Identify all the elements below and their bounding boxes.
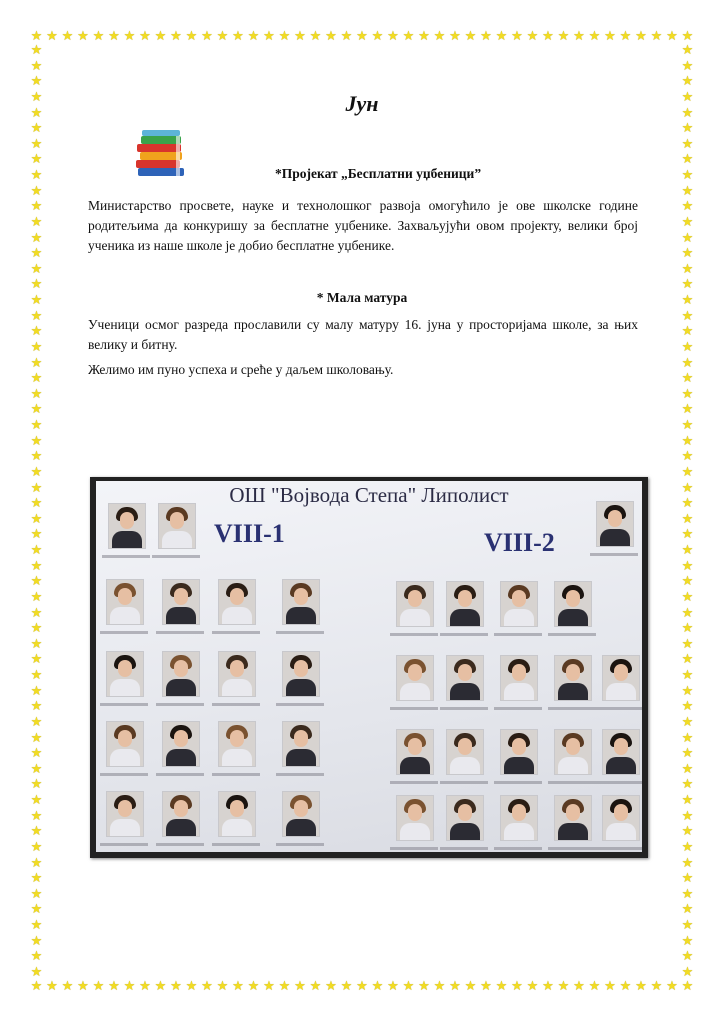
star-icon: ★: [30, 199, 43, 215]
star-icon: ★: [604, 979, 616, 994]
star-icon: ★: [30, 152, 43, 168]
star-icon: ★: [681, 480, 694, 496]
star-icon: ★: [681, 339, 694, 355]
star-icon: ★: [526, 979, 539, 994]
star-icon: ★: [30, 746, 43, 762]
star-icon: ★: [619, 979, 632, 994]
star-icon: ★: [30, 43, 43, 58]
star-icon: ★: [325, 29, 337, 44]
portrait-caption: [548, 707, 596, 710]
star-icon: ★: [30, 979, 43, 994]
star-icon: ★: [588, 979, 601, 994]
star-icon: ★: [30, 668, 43, 683]
student-portrait: [500, 729, 538, 775]
student-portrait: [282, 651, 320, 697]
student-portrait: [446, 581, 484, 627]
star-icon: ★: [216, 29, 229, 44]
portrait-caption: [440, 847, 488, 850]
star-icon: ★: [340, 29, 353, 44]
star-icon: ★: [30, 621, 43, 637]
star-icon: ★: [294, 979, 306, 994]
star-icon: ★: [588, 29, 601, 44]
star-icon: ★: [30, 121, 43, 137]
star-icon: ★: [681, 839, 694, 855]
star-icon: ★: [681, 371, 694, 387]
portrait-caption: [156, 703, 204, 706]
star-icon: ★: [480, 979, 492, 994]
student-portrait: [554, 581, 592, 627]
star-icon: ★: [30, 699, 43, 715]
star-icon: ★: [464, 979, 477, 994]
star-icon: ★: [371, 979, 384, 994]
student-portrait: [602, 729, 640, 775]
star-icon: ★: [480, 29, 492, 44]
star-icon: ★: [30, 433, 43, 449]
star-icon: ★: [681, 714, 694, 730]
star-icon: ★: [216, 979, 229, 994]
star-icon: ★: [325, 979, 337, 994]
star-icon: ★: [573, 979, 585, 994]
student-portrait: [500, 655, 538, 701]
portrait-caption: [440, 781, 488, 784]
star-icon: ★: [371, 29, 384, 44]
star-icon: ★: [681, 89, 694, 105]
star-icon: ★: [681, 355, 694, 371]
star-icon: ★: [278, 979, 291, 994]
portrait-caption: [548, 633, 596, 636]
star-icon: ★: [650, 979, 663, 994]
star-icon: ★: [402, 29, 415, 44]
star-icon: ★: [201, 979, 213, 994]
star-icon: ★: [449, 979, 461, 994]
portrait-caption: [494, 707, 542, 710]
star-icon: ★: [30, 683, 43, 699]
star-icon: ★: [30, 714, 43, 730]
portrait-caption: [152, 555, 200, 558]
star-icon: ★: [30, 136, 43, 152]
student-portrait: [282, 721, 320, 767]
star-icon: ★: [123, 29, 136, 44]
star-icon: ★: [557, 29, 570, 44]
star-icon: ★: [92, 29, 105, 44]
star-icon: ★: [356, 979, 368, 994]
star-icon: ★: [681, 308, 694, 324]
star-icon: ★: [139, 979, 151, 994]
star-icon: ★: [30, 418, 43, 433]
student-portrait: [218, 579, 256, 625]
star-icon: ★: [30, 496, 43, 512]
student-portrait: [554, 655, 592, 701]
star-icon: ★: [681, 949, 694, 965]
star-icon: ★: [30, 308, 43, 324]
star-border-bottom: [30, 980, 694, 993]
star-icon: ★: [247, 979, 260, 994]
star-icon: ★: [526, 29, 539, 44]
star-icon: ★: [340, 979, 353, 994]
star-icon: ★: [681, 277, 694, 293]
star-icon: ★: [185, 979, 198, 994]
star-icon: ★: [30, 871, 43, 887]
star-icon: ★: [30, 105, 43, 121]
star-icon: ★: [46, 979, 58, 994]
star-icon: ★: [449, 29, 461, 44]
portrait-caption: [100, 773, 148, 776]
star-icon: ★: [154, 29, 167, 44]
star-icon: ★: [263, 29, 275, 44]
section-heading-textbooks: *Пројекат „Бесплатни уџбеници”: [275, 166, 482, 181]
star-icon: ★: [30, 808, 43, 824]
star-icon: ★: [681, 105, 694, 121]
star-icon: ★: [681, 230, 694, 246]
paragraph-wishes: Желимо им пуно успеха и среће у даљем школовању.: [88, 362, 394, 377]
portrait-caption: [390, 781, 438, 784]
student-portrait: [218, 651, 256, 697]
portrait-caption: [100, 703, 148, 706]
star-border-left: [30, 44, 43, 979]
student-portrait: [106, 721, 144, 767]
star-icon: ★: [30, 777, 43, 793]
star-icon: ★: [666, 979, 678, 994]
star-icon: ★: [681, 543, 694, 558]
star-icon: ★: [30, 793, 43, 808]
star-icon: ★: [681, 168, 694, 183]
star-icon: ★: [30, 730, 43, 746]
star-icon: ★: [30, 261, 43, 277]
portrait-caption: [590, 553, 638, 556]
paragraph-graduation: Ученици осмог разреда прославили су малу матуру 16. јуна у просторијама школе, за њих велику и битну.: [88, 317, 638, 352]
star-icon: ★: [170, 29, 182, 44]
portrait-caption: [596, 781, 642, 784]
star-icon: ★: [681, 777, 694, 793]
star-icon: ★: [681, 511, 694, 527]
star-icon: ★: [139, 29, 151, 44]
student-portrait: [596, 501, 634, 547]
star-icon: ★: [681, 121, 694, 137]
star-icon: ★: [30, 902, 43, 918]
portrait-caption: [212, 773, 260, 776]
class-label-2: VIII-2: [484, 528, 555, 557]
star-icon: ★: [666, 29, 678, 44]
star-icon: ★: [681, 636, 694, 652]
star-icon: ★: [681, 824, 694, 840]
paragraph-textbooks: Министарство просвете, науке и технолошког развоја омогућило је ове школске године родитељима да конкуришу за бесплатне уџбенике. Захваљујући овом пројекту, велики број ученика из наше школе је добио бесплатне уџбенике.: [88, 198, 638, 253]
star-icon: ★: [309, 979, 322, 994]
star-icon: ★: [30, 918, 43, 933]
portrait-caption: [276, 631, 324, 634]
star-icon: ★: [681, 74, 694, 90]
student-portrait: [602, 655, 640, 701]
student-portrait: [396, 655, 434, 701]
star-icon: ★: [681, 793, 694, 808]
portrait-caption: [102, 555, 150, 558]
star-icon: ★: [30, 886, 43, 902]
star-icon: ★: [681, 136, 694, 152]
star-icon: ★: [681, 418, 694, 433]
star-icon: ★: [433, 29, 446, 44]
star-icon: ★: [681, 855, 694, 871]
star-icon: ★: [681, 902, 694, 918]
student-portrait: [162, 721, 200, 767]
star-icon: ★: [30, 386, 43, 402]
star-icon: ★: [681, 683, 694, 699]
star-icon: ★: [123, 979, 136, 994]
star-icon: ★: [681, 261, 694, 277]
star-icon: ★: [681, 668, 694, 683]
star-icon: ★: [681, 324, 694, 340]
star-icon: ★: [61, 29, 74, 44]
page-title: Јун: [345, 91, 379, 116]
star-icon: ★: [30, 339, 43, 355]
student-portrait: [218, 791, 256, 837]
portrait-caption: [100, 631, 148, 634]
portrait-caption: [494, 633, 542, 636]
star-icon: ★: [635, 979, 647, 994]
portrait-caption: [212, 703, 260, 706]
portrait-caption: [156, 773, 204, 776]
star-icon: ★: [30, 277, 43, 293]
student-portrait: [554, 795, 592, 841]
portrait-caption: [596, 707, 642, 710]
student-portrait: [106, 651, 144, 697]
star-border-top: [30, 30, 694, 43]
star-icon: ★: [247, 29, 260, 44]
star-icon: ★: [30, 464, 43, 480]
star-icon: ★: [511, 29, 523, 44]
star-icon: ★: [418, 29, 430, 44]
star-icon: ★: [30, 214, 43, 230]
portrait-caption: [156, 631, 204, 634]
student-portrait: [554, 729, 592, 775]
star-icon: ★: [30, 839, 43, 855]
star-icon: ★: [154, 979, 167, 994]
portrait-caption: [390, 847, 438, 850]
star-icon: ★: [30, 89, 43, 105]
star-icon: ★: [30, 402, 43, 418]
student-portrait: [162, 579, 200, 625]
star-icon: ★: [681, 886, 694, 902]
star-icon: ★: [30, 527, 43, 543]
star-icon: ★: [30, 574, 43, 590]
star-icon: ★: [30, 29, 43, 44]
portrait-caption: [548, 847, 596, 850]
student-portrait: [162, 791, 200, 837]
star-icon: ★: [263, 979, 275, 994]
star-icon: ★: [681, 871, 694, 887]
star-icon: ★: [77, 29, 89, 44]
star-icon: ★: [464, 29, 477, 44]
star-icon: ★: [30, 183, 43, 199]
school-name: ОШ "Војвода Степа" Липолист: [229, 483, 509, 507]
star-icon: ★: [681, 246, 694, 262]
class-photo: [90, 477, 648, 858]
star-icon: ★: [681, 29, 694, 44]
student-portrait: [106, 791, 144, 837]
portrait-caption: [390, 633, 438, 636]
portrait-caption: [212, 843, 260, 846]
star-icon: ★: [604, 29, 616, 44]
star-icon: ★: [542, 29, 554, 44]
star-icon: ★: [681, 58, 694, 74]
star-icon: ★: [681, 449, 694, 465]
portrait-caption: [276, 703, 324, 706]
star-icon: ★: [30, 511, 43, 527]
student-portrait: [446, 729, 484, 775]
student-portrait: [396, 729, 434, 775]
star-icon: ★: [635, 29, 647, 44]
portrait-caption: [390, 707, 438, 710]
student-portrait: [500, 581, 538, 627]
star-icon: ★: [30, 933, 43, 949]
star-icon: ★: [681, 933, 694, 949]
star-icon: ★: [681, 730, 694, 746]
star-icon: ★: [681, 183, 694, 199]
star-icon: ★: [681, 621, 694, 637]
star-icon: ★: [77, 979, 89, 994]
star-icon: ★: [681, 808, 694, 824]
student-portrait: [282, 791, 320, 837]
star-icon: ★: [681, 152, 694, 168]
star-icon: ★: [495, 29, 508, 44]
portrait-caption: [494, 847, 542, 850]
star-icon: ★: [619, 29, 632, 44]
star-icon: ★: [402, 979, 415, 994]
star-icon: ★: [681, 761, 694, 777]
star-icon: ★: [30, 246, 43, 262]
portrait-caption: [494, 781, 542, 784]
star-icon: ★: [511, 979, 523, 994]
star-border-right: [681, 44, 694, 979]
star-icon: ★: [170, 979, 182, 994]
star-icon: ★: [30, 58, 43, 74]
books-icon: [132, 130, 192, 178]
portrait-caption: [276, 843, 324, 846]
star-icon: ★: [30, 761, 43, 777]
student-portrait: [396, 795, 434, 841]
star-icon: ★: [573, 29, 585, 44]
star-icon: ★: [30, 636, 43, 652]
star-icon: ★: [681, 214, 694, 230]
star-icon: ★: [108, 29, 120, 44]
star-icon: ★: [681, 699, 694, 715]
star-icon: ★: [30, 605, 43, 621]
student-portrait: [446, 795, 484, 841]
star-icon: ★: [681, 386, 694, 402]
star-icon: ★: [557, 979, 570, 994]
student-portrait: [282, 579, 320, 625]
star-icon: ★: [681, 964, 694, 980]
student-portrait: [396, 581, 434, 627]
star-icon: ★: [30, 949, 43, 965]
star-icon: ★: [387, 29, 399, 44]
star-icon: ★: [681, 402, 694, 418]
student-portrait: [162, 651, 200, 697]
section-heading-graduation: * Мала матура: [316, 290, 408, 305]
student-portrait: [602, 795, 640, 841]
star-icon: ★: [681, 43, 694, 58]
star-icon: ★: [681, 527, 694, 543]
star-icon: ★: [46, 29, 58, 44]
star-icon: ★: [30, 293, 43, 308]
student-portrait: [108, 503, 146, 549]
star-icon: ★: [681, 574, 694, 590]
student-portrait: [106, 579, 144, 625]
portrait-caption: [156, 843, 204, 846]
star-icon: ★: [495, 979, 508, 994]
star-icon: ★: [681, 746, 694, 762]
star-icon: ★: [418, 979, 430, 994]
star-icon: ★: [681, 464, 694, 480]
star-icon: ★: [681, 433, 694, 449]
portrait-caption: [276, 773, 324, 776]
star-icon: ★: [681, 496, 694, 512]
portrait-caption: [440, 633, 488, 636]
star-icon: ★: [650, 29, 663, 44]
star-icon: ★: [278, 29, 291, 44]
star-icon: ★: [681, 918, 694, 933]
star-icon: ★: [681, 558, 694, 574]
star-icon: ★: [232, 29, 244, 44]
portrait-caption: [596, 847, 642, 850]
star-icon: ★: [108, 979, 120, 994]
star-icon: ★: [30, 824, 43, 840]
star-icon: ★: [185, 29, 198, 44]
star-icon: ★: [201, 29, 213, 44]
star-icon: ★: [30, 558, 43, 574]
star-icon: ★: [30, 74, 43, 90]
star-icon: ★: [433, 979, 446, 994]
star-icon: ★: [30, 855, 43, 871]
portrait-caption: [212, 631, 260, 634]
star-icon: ★: [61, 979, 74, 994]
star-icon: ★: [681, 293, 694, 308]
photo-board: [96, 481, 642, 852]
portrait-caption: [100, 843, 148, 846]
star-icon: ★: [30, 324, 43, 340]
star-icon: ★: [681, 605, 694, 621]
star-icon: ★: [681, 652, 694, 668]
star-icon: ★: [681, 979, 694, 994]
star-icon: ★: [356, 29, 368, 44]
star-icon: ★: [30, 449, 43, 465]
star-icon: ★: [681, 199, 694, 215]
star-icon: ★: [309, 29, 322, 44]
star-icon: ★: [30, 355, 43, 371]
star-icon: ★: [542, 979, 554, 994]
star-icon: ★: [681, 589, 694, 605]
star-icon: ★: [30, 230, 43, 246]
star-icon: ★: [30, 652, 43, 668]
star-icon: ★: [294, 29, 306, 44]
star-icon: ★: [92, 979, 105, 994]
student-portrait: [500, 795, 538, 841]
star-icon: ★: [387, 979, 399, 994]
star-icon: ★: [30, 480, 43, 496]
star-icon: ★: [30, 168, 43, 183]
star-icon: ★: [30, 543, 43, 558]
portrait-caption: [548, 781, 596, 784]
star-icon: ★: [232, 979, 244, 994]
class-label-1: VIII-1: [214, 519, 285, 548]
student-portrait: [446, 655, 484, 701]
student-portrait: [158, 503, 196, 549]
star-icon: ★: [30, 371, 43, 387]
portrait-caption: [440, 707, 488, 710]
star-icon: ★: [30, 589, 43, 605]
student-portrait: [218, 721, 256, 767]
star-icon: ★: [30, 964, 43, 980]
